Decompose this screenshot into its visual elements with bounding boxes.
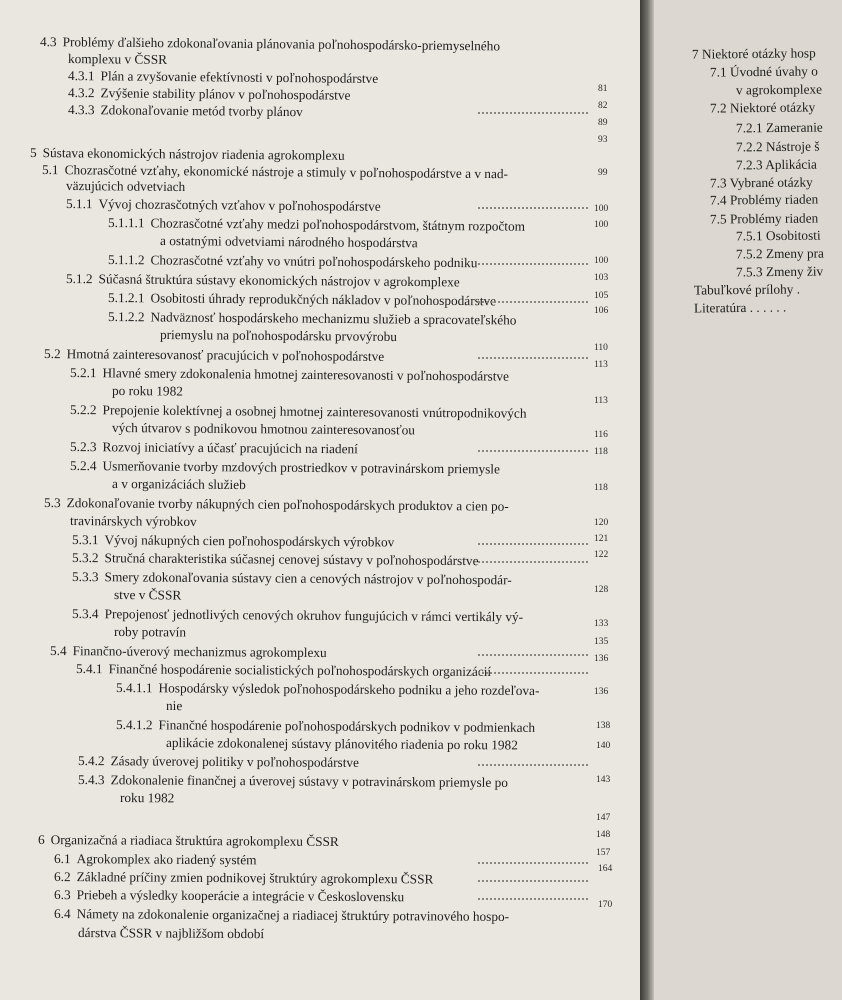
toc-entry [72, 532, 394, 551]
toc-title: roku 1982 [119, 790, 175, 806]
toc-number: 4.3.3 [67, 102, 95, 118]
toc-title: Prepojenosť jednotlivých cenových okruhov fungujúcich v rámci vertikály vý- [104, 606, 524, 625]
right-page [654, 0, 842, 1000]
toc-title: Zdokonaľovanie tvorby nákupných cien poľnohospodárskych produktov a cien po- [66, 495, 509, 514]
book-gutter [640, 0, 654, 1000]
toc-number: 5.4.1 [75, 661, 103, 677]
toc-entry [54, 851, 257, 868]
toc-entry [66, 178, 185, 195]
toc-number: 6.4 [53, 906, 71, 922]
page-number: 118 [594, 483, 608, 493]
toc-title: priemyslu na poľnohospodársku prvovýrobu [159, 327, 398, 345]
toc-number: 5 [29, 145, 37, 161]
page-number: 100 [594, 256, 609, 266]
toc-entry [70, 458, 500, 477]
toc-number: 5.2.4 [69, 458, 97, 474]
toc-title: komplexu v ČSSR [67, 51, 168, 67]
toc-number: 5.2.3 [69, 439, 97, 455]
toc-number: 6.3 [53, 887, 71, 903]
toc-number: 6.1 [53, 851, 71, 867]
toc-entry [108, 309, 517, 329]
dot-leader [478, 561, 588, 563]
page-number: 147 [596, 813, 611, 823]
page-number: 135 [594, 637, 609, 647]
toc-number: 5.1.2 [65, 271, 93, 287]
toc-entry-right: 7.2.3 Aplikácia [735, 156, 817, 173]
toc-title: Chozrasčotné vzťahy, ekonomické nástroje a stimuly v poľnohospodárstve a v nad- [64, 162, 509, 182]
toc-entry [160, 327, 397, 345]
toc-entry [78, 753, 359, 771]
toc-entry-right: 7.5 Problémy riaden [709, 210, 819, 227]
toc-entry-right: 7.2 Niektoré otázky [709, 99, 816, 116]
toc-number: 5.4.2 [77, 753, 105, 769]
toc-title: Priebeh a výsledky kooperácie a integrácie v Československu [76, 887, 405, 905]
toc-title: a ostatnými odvetviami národného hospodárstva [159, 233, 418, 251]
dot-leader [478, 898, 588, 900]
toc-title: nie [165, 698, 183, 714]
toc-entry-right: v agrokomplexe [735, 81, 823, 98]
page-number: 89 [598, 118, 608, 128]
toc-title: Prepojenie kolektívnej a osobnej hmotnej zainteresovanosti vnútropodnikových [102, 402, 527, 421]
toc-entry [38, 832, 339, 850]
toc-number: 5.2.2 [69, 402, 97, 418]
toc-title: stve v ČSSR [113, 587, 182, 603]
toc-title: Osobitosti úhrady reprodukčných nákladov v poľnohospodárstve [150, 290, 497, 309]
dot-leader [478, 672, 588, 674]
toc-entry [70, 439, 358, 457]
dot-leader [478, 263, 588, 265]
page-number: 133 [594, 619, 609, 629]
toc-title: Smery zdokonaľovania sústavy cien a cenových nástrojov v poľnohospodár- [104, 569, 512, 588]
toc-title: Organizačná a riadiaca štruktúra agrokomplexu ČSSR [50, 832, 339, 850]
toc-title: Hmotná zainteresovanosť pracujúcich v poľnohospodárstve [66, 346, 385, 364]
toc-entry-right: 7.5.1 Osobitosti [735, 227, 821, 244]
dot-leader [478, 207, 588, 209]
toc-title: väzujúcich odvetviach [65, 178, 186, 195]
toc-entry-right: 7.5.3 Zmeny živ [735, 263, 824, 280]
toc-entry [44, 495, 509, 515]
toc-entry [114, 587, 181, 604]
toc-entry [78, 772, 508, 791]
page-number: 100 [594, 220, 609, 230]
toc-entry [160, 233, 418, 251]
toc-entry-right: 7.2.2 Nástroje š [735, 138, 820, 155]
toc-title: aplikácie zdokonalenej sústavy plánovitého riadenia po roku 1982 [165, 735, 518, 753]
toc-entry [54, 869, 433, 888]
dot-leader [478, 862, 588, 864]
toc-entry-right: 7.4 Problémy riaden [709, 191, 819, 208]
page-number: 99 [598, 168, 608, 178]
page-number: 128 [594, 585, 609, 595]
dot-leader [478, 654, 588, 656]
toc-title: Základné príčiny zmien podnikovej štruktúry agrokomplexu ČSSR [76, 869, 434, 887]
page-number: 113 [594, 396, 608, 406]
page-number: 110 [594, 343, 608, 353]
toc-number: 4.3 [39, 34, 57, 50]
toc-title: Rozvoj iniciatívy a účasť pracujúcich na riadení [102, 439, 358, 457]
toc-number: 5.1.2.2 [107, 309, 145, 325]
page-number: 120 [594, 518, 609, 528]
page-number: 122 [594, 550, 609, 560]
toc-entry-right: 7 Niektoré otázky hosp [691, 45, 816, 62]
toc-entry [70, 402, 527, 422]
toc-entry [114, 624, 186, 641]
dot-leader [478, 357, 588, 359]
toc-number: 5.2 [43, 346, 61, 362]
toc-title: Finančno-úverový mechanizmus agrokomplexu [72, 643, 327, 661]
toc-entry [68, 51, 167, 68]
toc-entry [72, 550, 479, 569]
dot-leader [478, 301, 588, 303]
toc-entry-right: 7.5.2 Zmeny pra [735, 245, 824, 262]
toc-title: Finančné hospodárenie poľnohospodárskych podnikov v podmienkach [158, 717, 536, 735]
toc-number: 5.4.1.2 [115, 717, 153, 733]
toc-entry-right: 7.1 Úvodné úvahy o [709, 63, 818, 80]
dot-leader [478, 543, 588, 545]
toc-title: travinárskych výrobkov [69, 513, 197, 529]
toc-entry [166, 735, 518, 753]
toc-entry [66, 196, 381, 215]
toc-number: 5.1.2.1 [107, 290, 145, 306]
toc-entry [68, 85, 351, 104]
toc-number: 5.4.3 [77, 772, 105, 788]
toc-number: 4.3.2 [67, 85, 95, 101]
toc-title: vých útvarov s podnikovou hmotnou zainteresovanosťou [111, 420, 416, 438]
page-number: 82 [598, 101, 608, 111]
toc-title: Usmerňovanie tvorby mzdových prostriedkov v potravinárskom priemysle [102, 458, 500, 477]
toc-entry [54, 906, 509, 925]
toc-number: 5.2.1 [69, 365, 97, 381]
toc-entry [78, 925, 264, 942]
page-number: 106 [594, 306, 609, 316]
toc-number: 5.3.3 [71, 569, 99, 585]
toc-title: Súčasná štruktúra sústavy ekonomických nástrojov v agrokomplexe [98, 271, 460, 290]
toc-title: Hospodársky výsledok poľnohospodárskeho podniku a jeho rozdeľova- [158, 680, 540, 699]
toc-entry [70, 513, 197, 530]
toc-title: Zvýšenie stability plánov v poľnohospodárstve [100, 85, 351, 103]
toc-title: Chozrasčotné vzťahy medzi poľnohospodárstvom, štátnym rozpočtom [150, 215, 526, 234]
page-number: 148 [596, 830, 611, 840]
dot-leader [478, 880, 588, 882]
toc-entry-right: Tabuľkové prílohy . [693, 281, 801, 298]
page-number: 105 [594, 291, 609, 301]
page-number: 157 [596, 848, 611, 858]
toc-title: Vývoj nákupných cien poľnohospodárskych výrobkov [104, 532, 395, 550]
toc-entry [70, 365, 509, 385]
page-number: 136 [594, 687, 609, 697]
toc-title: Hlavné smery zdokonalenia hmotnej zainteresovanosti v poľnohospodárstve [102, 365, 510, 384]
toc-number: 6.2 [53, 869, 71, 885]
page-number: 121 [594, 534, 609, 544]
toc-title: po roku 1982 [111, 383, 183, 399]
toc-number: 5.1.1.1 [107, 215, 145, 231]
toc-number: 5.1 [41, 162, 59, 178]
toc-entry [108, 290, 496, 309]
toc-entry [108, 252, 478, 271]
page-number: 143 [596, 775, 611, 785]
page-number: 136 [594, 654, 609, 664]
toc-number: 5.3 [43, 495, 61, 511]
toc-entry [72, 606, 523, 625]
toc-entry [50, 643, 327, 661]
toc-entry [116, 680, 540, 699]
toc-title: Nadväznosť hospodárskeho mechanizmu služieb a spracovateľského [150, 309, 517, 328]
toc-entry-right: Literatúra . . . . . . [693, 299, 787, 316]
dot-leader [478, 112, 588, 114]
page-number: 170 [598, 900, 613, 910]
toc-title: Zásady úverovej politiky v poľnohospodárstve [110, 753, 360, 770]
toc-title: Námety na zdokonalenie organizačnej a riadiacej štruktúry potravinového hospo- [76, 906, 510, 924]
toc-entry [72, 569, 512, 588]
page-number: 93 [598, 135, 608, 145]
toc-number: 5.1.1 [65, 196, 93, 212]
toc-title: Agrokomplex ako riadený systém [76, 851, 257, 868]
page-number: 100 [594, 204, 609, 214]
toc-title: Zdokonalenie finančnej a úverovej sústavy v potravinárskom priemysle po [110, 772, 508, 790]
toc-number: 5.1.1.2 [107, 252, 145, 268]
page-number: 138 [596, 721, 611, 731]
toc-number: 5.3.4 [71, 606, 99, 622]
dot-leader [478, 764, 588, 766]
toc-entry [30, 145, 345, 164]
toc-entry [112, 383, 183, 400]
toc-entry [112, 420, 415, 438]
dot-leader [478, 450, 588, 452]
toc-title: Finančné hospodárenie socialistických poľnohospodárskych organizácií [108, 661, 492, 680]
toc-title: Plán a zvyšovanie efektívnosti v poľnohospodárstve [100, 68, 379, 86]
toc-entry-right: 7.3 Vybrané otázky [709, 174, 813, 191]
toc-title: Vývoj chozrasčotných vzťahov v poľnohospodárstve [98, 196, 381, 214]
toc-number: 5.3.2 [71, 550, 99, 566]
page-number: 164 [598, 864, 613, 874]
page-number: 81 [598, 84, 608, 94]
toc-entry [116, 717, 535, 736]
toc-number: 6 [37, 832, 45, 848]
toc-entry-right: 7.2.1 Zameranie [735, 119, 823, 136]
toc-number: 4.3.1 [67, 68, 95, 84]
page-number: 113 [594, 360, 608, 370]
toc-entry [108, 215, 525, 235]
page-number: 140 [596, 741, 611, 751]
toc-title: roby potravín [113, 624, 187, 640]
toc-title: dárstva ČSSR v najbližšom období [77, 925, 265, 942]
toc-number: 5.4 [49, 643, 67, 659]
toc-title: Zdokonaľovanie metód tvorby plánov [100, 102, 303, 120]
toc-entry [76, 661, 491, 680]
toc-entry [112, 476, 246, 493]
toc-title: Stručná charakteristika súčasnej cenovej sústavy v poľnohospodárstve [104, 550, 479, 569]
toc-number: 5.4.1.1 [115, 680, 153, 696]
toc-title: a v organizáciách služieb [111, 476, 246, 493]
toc-number: 5.3.1 [71, 532, 99, 548]
toc-entry [68, 68, 378, 87]
toc-title: Sústava ekonomických nástrojov riadenia agrokomplexu [42, 145, 345, 163]
toc-title: Chozrasčotné vzťahy vo vnútri poľnohospodárskeho podniku [150, 252, 478, 271]
toc-title: Problémy ďalšieho zdokonaľovania plánovania poľnohospodársko-priemyselného [62, 34, 501, 54]
toc-entry [120, 790, 174, 806]
page-number: 118 [594, 447, 608, 457]
toc-entry [166, 698, 182, 714]
toc-entry [44, 346, 384, 365]
page-number: 103 [594, 273, 609, 283]
page-number: 116 [594, 430, 608, 440]
toc-entry [68, 102, 303, 120]
toc-entry [66, 271, 460, 290]
toc-entry [54, 887, 404, 905]
